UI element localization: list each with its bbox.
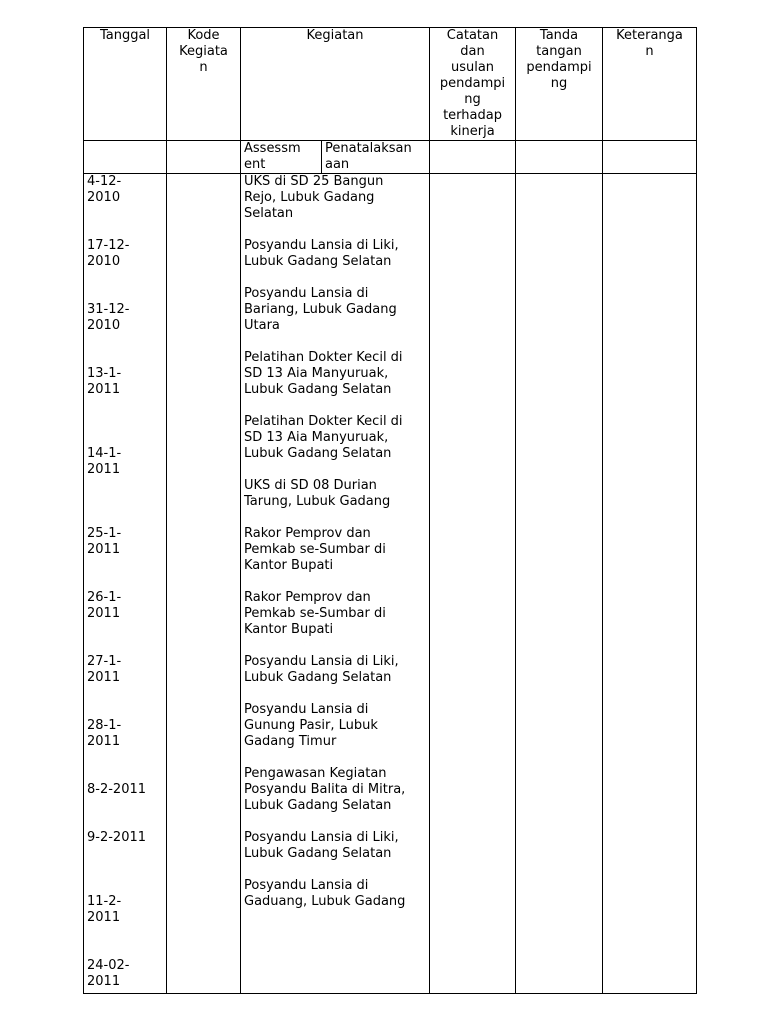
header-row <box>84 28 697 141</box>
entry-date: 24-02- 2011 <box>87 958 130 989</box>
entry-date: 14-1- 2011 <box>87 446 122 477</box>
header-kegiatan: Kegiatan <box>241 28 430 141</box>
date-column <box>84 174 167 994</box>
entry-date: 11-2- 2011 <box>87 894 122 925</box>
entry-date: 9-2-2011 <box>87 830 147 845</box>
entry-activity: Posyandu Lansia di Liki, Lubuk Gadang Selatan <box>244 238 399 269</box>
entry-date: 28-1- 2011 <box>87 718 122 749</box>
empty-cell <box>167 141 241 174</box>
subheader-penatalaksanaan: Penatalaksan aan <box>322 141 430 174</box>
entry-date: 26-1- 2011 <box>87 590 122 621</box>
entry-activity: Rakor Pemprov dan Pemkab se-Sumbar di Kantor Bupati <box>244 590 386 637</box>
entry-activity: Pelatihan Dokter Kecil di SD 13 Aia Manyuruak, Lubuk Gadang Selatan <box>244 350 403 397</box>
entry-activity: UKS di SD 08 Durian Tarung, Lubuk Gadang <box>244 478 391 509</box>
header-keterangan: Keterangа n <box>603 28 697 141</box>
header-catatan: Catatan dan usulan pendampi ng terhadap kinerja <box>430 28 516 141</box>
entries-row <box>84 174 697 994</box>
keterangan-column <box>603 174 697 994</box>
entry-date: 4-12- 2010 <box>87 174 122 205</box>
entry-activity: Rakor Pemprov dan Pemkab se-Sumbar di Kantor Bupati <box>244 526 386 573</box>
header-kode-kegiatan: Kode Kegiata n <box>167 28 241 141</box>
catatan-column <box>430 174 516 994</box>
entry-activity: Posyandu Lansia di Liki, Lubuk Gadang Selatan <box>244 654 399 685</box>
entry-activity: Posyandu Lansia di Bariang, Lubuk Gadang Utara <box>244 286 397 333</box>
empty-cell <box>603 141 697 174</box>
kode-column <box>167 174 241 994</box>
entry-date: 17-12- 2010 <box>87 238 130 269</box>
entry-activity: Pengawasan Kegiatan Posyandu Balita di Mitra, Lubuk Gadang Selatan <box>244 766 406 813</box>
empty-cell <box>430 141 516 174</box>
entry-activity: UKS di SD 25 Bangun Rejo, Lubuk Gadang Selatan <box>244 174 384 221</box>
entry-activity: Posyandu Lansia di Gaduang, Lubuk Gadang <box>244 878 406 909</box>
entry-date: 8-2-2011 <box>87 782 147 797</box>
entry-activity: Posyandu Lansia di Liki, Lubuk Gadang Selatan <box>244 830 399 861</box>
header-tanggal: Tanggal <box>84 28 167 141</box>
activity-column <box>241 174 430 994</box>
entry-activity: Posyandu Lansia di Gunung Pasir, Lubuk Gadang Timur <box>244 702 378 749</box>
entry-activity: Pelatihan Dokter Kecil di SD 13 Aia Manyuruak, Lubuk Gadang Selatan <box>244 414 403 461</box>
entry-date: 27-1- 2011 <box>87 654 122 685</box>
subheader-assessment: Assessm ent <box>241 141 322 174</box>
subheader-row <box>84 141 697 174</box>
activity-log-table <box>83 27 697 994</box>
empty-cell <box>516 141 603 174</box>
empty-cell <box>84 141 167 174</box>
entry-date: 25-1- 2011 <box>87 526 122 557</box>
tanda-tangan-column <box>516 174 603 994</box>
entry-date: 13-1- 2011 <box>87 366 122 397</box>
header-tanda-tangan: Tanda tangan pendampi ng <box>516 28 603 141</box>
entry-date: 31-12- 2010 <box>87 302 130 333</box>
